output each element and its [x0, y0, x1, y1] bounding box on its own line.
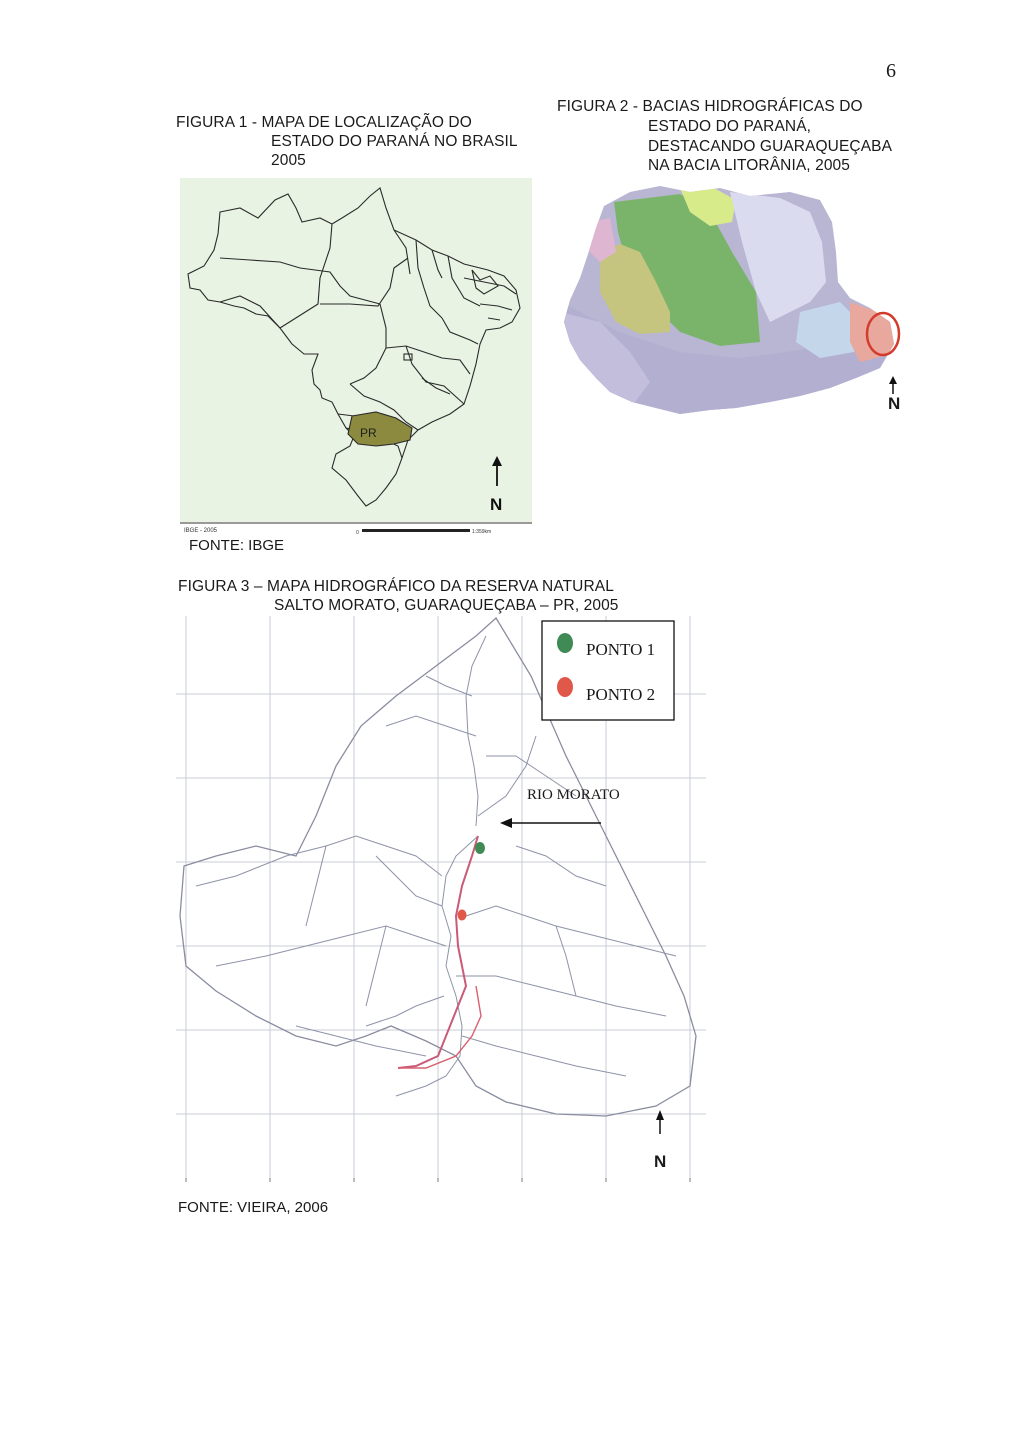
legend-point1-label: PONTO 1: [586, 640, 656, 659]
figure1-source: FONTE: IBGE: [189, 537, 285, 554]
watershed-regions: [560, 182, 910, 422]
map2-north-arrow-head: [889, 376, 897, 384]
figure2-caption-line4: NA BACIA LITORÂNIA, 2005: [648, 157, 850, 174]
figure1-caption-line3: 2005: [271, 152, 306, 169]
legend-point2-label: PONTO 2: [586, 685, 656, 704]
map1-scale-text: 1:359km: [472, 529, 492, 535]
map3-bottom-ticks: [186, 1178, 690, 1182]
point2-marker: [458, 910, 467, 921]
brazil-location-map: [180, 178, 532, 540]
figure3-source: FONTE: VIEIRA, 2006: [178, 1199, 329, 1216]
legend-point1-swatch: [557, 633, 573, 653]
figure1-caption-line2: ESTADO DO PARANÁ NO BRASIL: [271, 133, 518, 150]
rio-morato-label: RIO MORATO: [527, 787, 620, 803]
access-road: [398, 986, 481, 1068]
parana-watersheds-map: [560, 182, 910, 422]
parana-state-label: PR: [360, 426, 377, 440]
figure1-caption-line1: FIGURA 1 - MAPA DE LOCALIZAÇÃO DO: [176, 114, 472, 131]
figure3-caption-line2: SALTO MORATO, GUARAQUEÇABA – PR, 2005: [274, 597, 619, 614]
map1-scale-bar: [362, 529, 470, 532]
figure2-caption-line3: DESTACANDO GUARAQUEÇABA: [648, 138, 893, 155]
map3-north-arrow-head: [656, 1110, 664, 1120]
figure2-caption-line2: ESTADO DO PARANÁ,: [648, 118, 812, 135]
figure3-caption-line1: FIGURA 3 – MAPA HIDROGRÁFICO DA RESERVA NATURAL: [178, 578, 614, 595]
page-number: 6: [886, 60, 896, 82]
figure2-caption-line1: FIGURA 2 - BACIAS HIDROGRÁFICAS DO: [557, 98, 863, 115]
map1-footer-credit: IBGE - 2005: [184, 528, 218, 534]
map3-north-label: N: [654, 1152, 667, 1171]
legend-point2-swatch: [557, 677, 573, 697]
map2-north-label: N: [888, 394, 901, 413]
map1-scale-zero: 0: [356, 530, 359, 536]
point1-marker: [475, 842, 485, 854]
river-pointer-head: [500, 818, 512, 828]
map1-north-label: N: [490, 495, 503, 514]
